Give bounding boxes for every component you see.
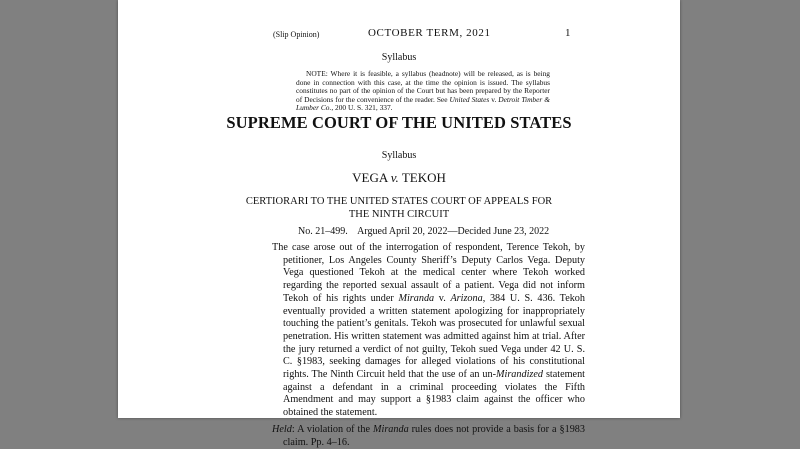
term-header: OCTOBER TERM, 2021 — [368, 27, 491, 39]
document-page — [118, 0, 680, 448]
note-citation-case: United States — [449, 94, 490, 104]
held-miranda: Miranda — [373, 423, 409, 435]
facts-arizona: Arizona — [450, 292, 483, 304]
held-label: Held — [272, 423, 292, 435]
held-text-b: rules does not provide a basis for a §1983 claim. Pp. 4–16. — [283, 423, 585, 448]
facts-miranda: Miranda — [398, 292, 435, 304]
note-citation-v: v. — [489, 94, 499, 104]
held-text-a: : A violation of the — [291, 423, 373, 435]
docket-line: No. 21–499. Argued April 20, 2022—Decided June 23, 2022 — [298, 226, 550, 237]
headnote — [296, 70, 550, 113]
certiorari-heading — [118, 195, 680, 221]
case-v: v. — [390, 170, 399, 185]
facts-mirandized: Mirandized — [496, 369, 543, 381]
slip-opinion-label: (Slip Opinion) — [273, 30, 320, 39]
facts-paragraph — [272, 242, 585, 420]
court-title: SUPREME COURT OF THE UNITED STATES — [226, 113, 572, 132]
note-citation-rest: , 200 U. S. 321, 337. — [331, 103, 393, 112]
held-paragraph — [272, 424, 585, 449]
facts-text-b: , 384 U. S. 436. Tekoh eventually provided a written statement apologizing for inappropriately touching the patient’s genitals. Tekoh was prosecuted for unlawful sexual penetration. His written statement was admitted against him at trial. After the jury returned a verdict of not guilty, Tekoh sued Vega under 42 U. S. C. §1983, seeking damages for alleged violations of his constitutional rights. The Ninth Circuit held that the use of an un- — [283, 292, 585, 381]
syllabus-heading-2: Syllabus — [381, 150, 417, 161]
case-name — [118, 170, 680, 186]
syllabus-body — [272, 242, 585, 449]
facts-v: v. — [434, 292, 451, 304]
certiorari-line-2: THE NINTH CIRCUIT — [348, 209, 450, 220]
facts-text-a: The case arose out of the interrogation of respondent, Terence Tekoh, by petitioner, Los Angeles County Sheriff’s Deputy Carlos Vega. Deputy Vega questioned Tekoh at the medical center where Tekoh worked regarding the reported sexual assault of a patient. Vega did not inform Tekoh of his rights under — [272, 242, 585, 304]
note-text: NOTE: Where it is feasible, a syllabus (headnote) will be released, as is being done in connection with this case, at the time the opinion is issued. The syllabus constitutes no part of the opinion of the Court but has been prepared by the Reporter of Decisions for the convenience of the reader. See — [296, 69, 550, 104]
certiorari-line-1: CERTIORARI TO THE UNITED STATES COURT OF APPEALS FOR — [245, 196, 553, 207]
syllabus-heading: Syllabus — [381, 52, 417, 63]
respondent: TEKOH — [401, 170, 446, 185]
facts-text-c: statement against a defendant in a criminal proceeding violates the Fifth Amendment and may support a §1983 claim against the officer who obtained the statement. — [283, 369, 585, 419]
petitioner: VEGA — [352, 170, 388, 185]
note-citation-case2: Detroit Timber & Lumber Co. — [296, 94, 551, 112]
page-number: 1 — [565, 27, 571, 39]
